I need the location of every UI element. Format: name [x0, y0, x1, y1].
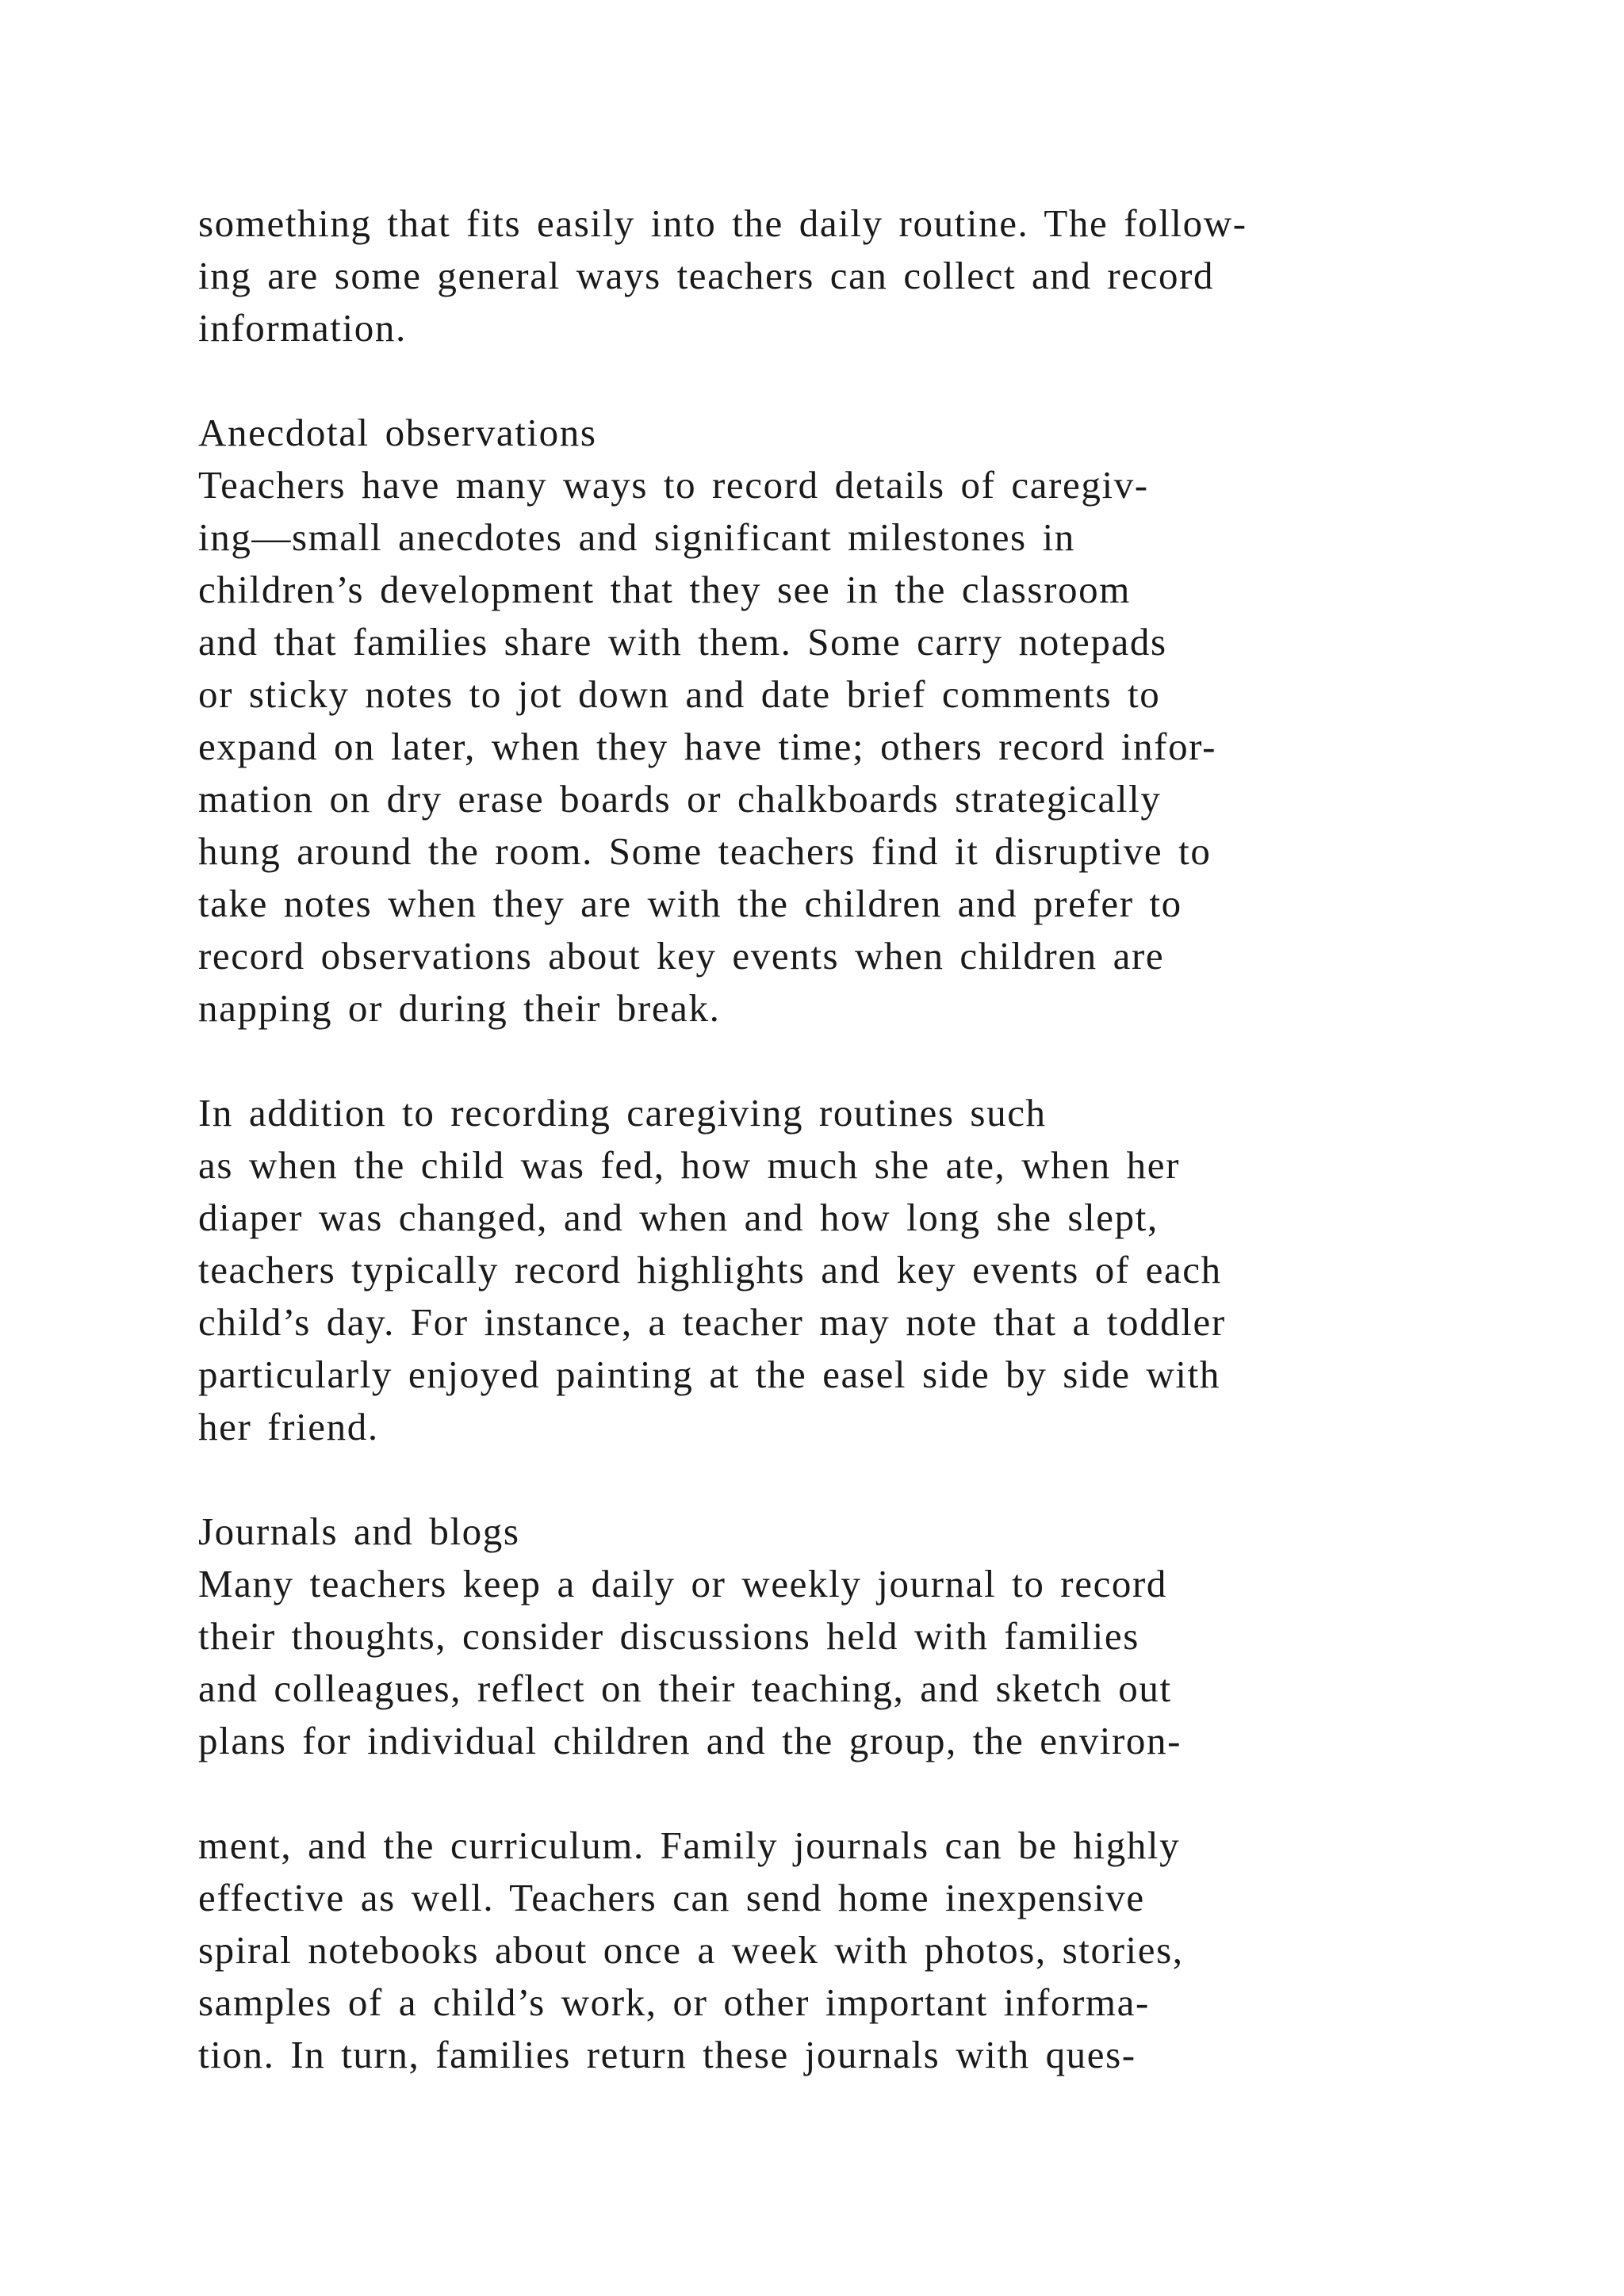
anecdotal-p1-line-2: ing—small anecdotes and significant milestones in — [198, 515, 1075, 559]
journals-p2-line-4: samples of a child’s work, or other important informa- — [198, 1980, 1150, 2024]
anecdotal-p2-line-6: particularly enjoyed painting at the easel side by side with — [198, 1353, 1220, 1396]
intro-line-2: ing are some general ways teachers can collect and record — [198, 254, 1215, 297]
section-heading-anecdotal: Anecdotal observations — [198, 411, 597, 454]
anecdotal-p1-line-6: expand on later, when they have time; others record infor- — [198, 725, 1217, 768]
anecdotal-p1-line-5: or sticky notes to jot down and date brief comments to — [198, 672, 1161, 716]
anecdotal-p2-line-2: as when the child was fed, how much she ate, when her — [198, 1143, 1180, 1187]
anecdotal-p2-line-1: In addition to recording caregiving routines such — [198, 1091, 1047, 1135]
intro-line-3: information. — [198, 306, 407, 350]
journals-p2-line-1: ment, and the curriculum. Family journals can be highly — [198, 1823, 1181, 1867]
journals-p2-line-2: effective as well. Teachers can send home inexpensive — [198, 1876, 1145, 1919]
journals-p1-line-4: plans for individual children and the group, the environ- — [198, 1719, 1182, 1762]
anecdotal-p2-line-5: child’s day. For instance, a teacher may note that a toddler — [198, 1300, 1226, 1344]
anecdotal-p1-line-4: and that families share with them. Some carry notepads — [198, 620, 1167, 664]
anecdotal-p1-line-1: Teachers have many ways to record details of caregiv- — [198, 463, 1149, 507]
anecdotal-p1-line-10: record observations about key events when children are — [198, 934, 1165, 978]
anecdotal-p1-line-3: children’s development that they see in the classroom — [198, 568, 1131, 611]
journals-p1-line-1: Many teachers keep a daily or weekly journal to record — [198, 1562, 1168, 1605]
section-heading-journals: Journals and blogs — [198, 1510, 520, 1553]
journals-p2-line-5: tion. In turn, families return these journals with ques- — [198, 2033, 1136, 2076]
journals-p2-line-3: spiral notebooks about once a week with photos, stories, — [198, 1928, 1184, 1972]
anecdotal-p1-line-9: take notes when they are with the children and prefer to — [198, 882, 1182, 925]
journals-p1-line-2: their thoughts, consider discussions held with families — [198, 1614, 1139, 1658]
anecdotal-p2-line-7: her friend. — [198, 1405, 379, 1448]
anecdotal-p1-line-7: mation on dry erase boards or chalkboards strategically — [198, 777, 1162, 821]
anecdotal-p1-line-11: napping or during their break. — [198, 986, 721, 1030]
journals-p1-line-3: and colleagues, reflect on their teaching, and sketch out — [198, 1667, 1172, 1710]
anecdotal-p1-line-8: hung around the room. Some teachers find it disruptive to — [198, 829, 1212, 873]
intro-line-1: something that fits easily into the daily routine. The follow- — [198, 201, 1247, 245]
anecdotal-p2-line-3: diaper was changed, and when and how long she slept, — [198, 1196, 1159, 1239]
anecdotal-p2-line-4: teachers typically record highlights and key events of each — [198, 1248, 1222, 1292]
